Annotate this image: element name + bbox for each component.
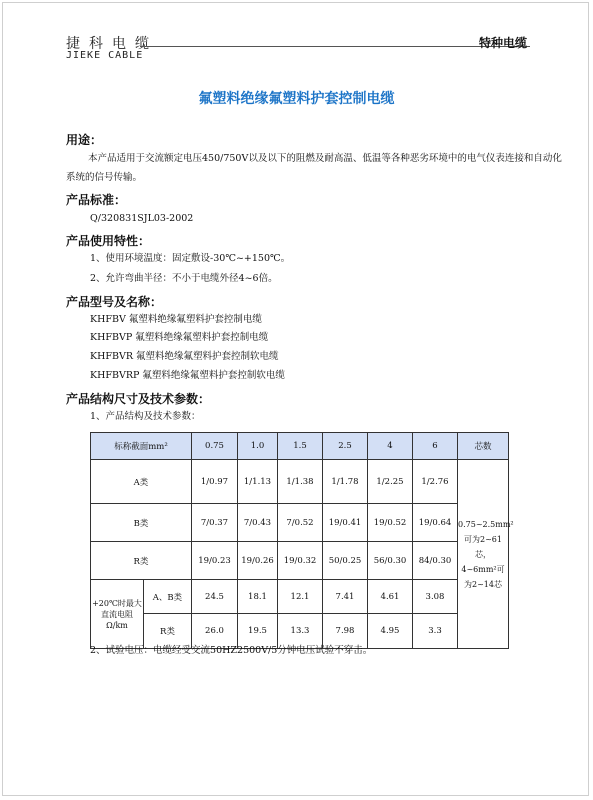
table-row: [91, 460, 509, 504]
table-cell: 3.08: [413, 580, 458, 614]
row-sublabel: R类: [144, 614, 192, 649]
table-cell: 1/1.78: [323, 460, 368, 504]
structure-subheading: 1、产品结构及技术参数：: [90, 411, 201, 422]
structure-heading: 产品结构尺寸及技术参数：: [66, 392, 211, 406]
usage-text-line-2: 系统的信号传输。: [66, 172, 143, 183]
model-item: KHFBVRP 氟塑料绝缘氟塑料护套控制软电缆: [90, 370, 285, 381]
resistance-label: +20℃时最大直流电阻Ω/km: [91, 580, 144, 649]
table-cell: 1/0.97: [192, 460, 238, 504]
model-item: KHFBV 氟塑料绝缘氟塑料护套控制电缆: [90, 314, 262, 325]
characteristic-item: 2、允许弯曲半径：不小于电缆外径4~6倍。: [90, 273, 278, 284]
header-category: 特种电缆: [478, 36, 527, 50]
table-cell: 7.98: [323, 614, 368, 649]
header-cell-size: 6: [413, 433, 458, 460]
header-cell-cores: 芯数: [458, 433, 509, 460]
table-cell: 26.0: [192, 614, 238, 649]
cores-note-line: 可为2~61芯，: [464, 534, 502, 559]
header-cell-size: 4: [368, 433, 413, 460]
table-cell: 7.41: [323, 580, 368, 614]
characteristics-heading: 产品使用特性：: [66, 234, 151, 248]
row-label: R类: [91, 542, 192, 580]
characteristic-item: 1、使用环境温度：固定敷设-30℃~+150℃。: [90, 253, 291, 264]
table-cell: 24.5: [192, 580, 238, 614]
table-cell: 7/0.37: [192, 504, 238, 542]
table-cell: 1/2.25: [368, 460, 413, 504]
table-cell: 19/0.41: [323, 504, 368, 542]
table-cell: 1/2.76: [413, 460, 458, 504]
cores-note-cell: [458, 460, 514, 649]
table-cell: 4.61: [368, 580, 413, 614]
table-row: [91, 504, 509, 542]
header-cell-size: 2.5: [323, 433, 368, 460]
table-cell: 18.1: [238, 580, 278, 614]
cores-note-line: 0.75~2.5mm²: [458, 519, 514, 529]
table-cell: 19/0.32: [278, 542, 323, 580]
table-cell: 19.5: [238, 614, 278, 649]
table-row: [91, 580, 509, 614]
table-cell: 50/0.25: [323, 542, 368, 580]
brand-name-en: JIEKE CABLE: [66, 50, 144, 61]
document-title: 氟塑料绝缘氟塑料护套控制电缆: [198, 91, 395, 107]
table-cell: 19/0.23: [192, 542, 238, 580]
table-cell: 7/0.43: [238, 504, 278, 542]
header-cell-section: 标称截面mm²: [91, 433, 192, 460]
header-cell-size: 0.75: [192, 433, 238, 460]
header-cell-size: 1.5: [278, 433, 323, 460]
row-sublabel: A、B类: [144, 580, 192, 614]
table-cell: 19/0.52: [368, 504, 413, 542]
model-item: KHFBVR 氟塑料绝缘氟塑料护套控制软电缆: [90, 351, 279, 362]
standard-value: Q/320831SJL03-2002: [90, 213, 194, 224]
test-voltage-text: 2、试验电压：电缆经受交流50HZ2500V/5分钟电压试验不穿击。: [90, 645, 373, 656]
table-cell: 7/0.52: [278, 504, 323, 542]
header-cell-size: 1.0: [238, 433, 278, 460]
spec-table: [90, 432, 514, 649]
header-rule: [140, 46, 530, 47]
table-cell: 19/0.26: [238, 542, 278, 580]
brand-name-cn: 捷科电缆: [66, 36, 158, 52]
table-cell: 19/0.64: [413, 504, 458, 542]
usage-text-line-1: 本产品适用于交流额定电压450/750V以及以下的阻燃及耐高温、低温等各种恶劣环境中的电气仪表连接和自动化: [88, 153, 562, 164]
table-cell: 84/0.30: [413, 542, 458, 580]
row-label: A类: [91, 460, 192, 504]
table-cell: 3.3: [413, 614, 458, 649]
table-cell: 4.95: [368, 614, 413, 649]
cores-note-line: 为2~14芯: [464, 579, 502, 589]
table-cell: 1/1.38: [278, 460, 323, 504]
row-label: B类: [91, 504, 192, 542]
usage-heading: 用途：: [66, 133, 103, 147]
standard-heading: 产品标准：: [66, 193, 127, 207]
cores-note-line: 4~6mm²可: [461, 564, 505, 574]
table-cell: 56/0.30: [368, 542, 413, 580]
model-item: KHFBVP 氟塑料绝缘氟塑料护套控制电缆: [90, 332, 269, 343]
table-cell: 12.1: [278, 580, 323, 614]
table-cell: 13.3: [278, 614, 323, 649]
table-header-row: [91, 433, 509, 460]
table-row: [91, 542, 509, 580]
models-heading: 产品型号及名称：: [66, 295, 163, 309]
table-cell: 1/1.13: [238, 460, 278, 504]
